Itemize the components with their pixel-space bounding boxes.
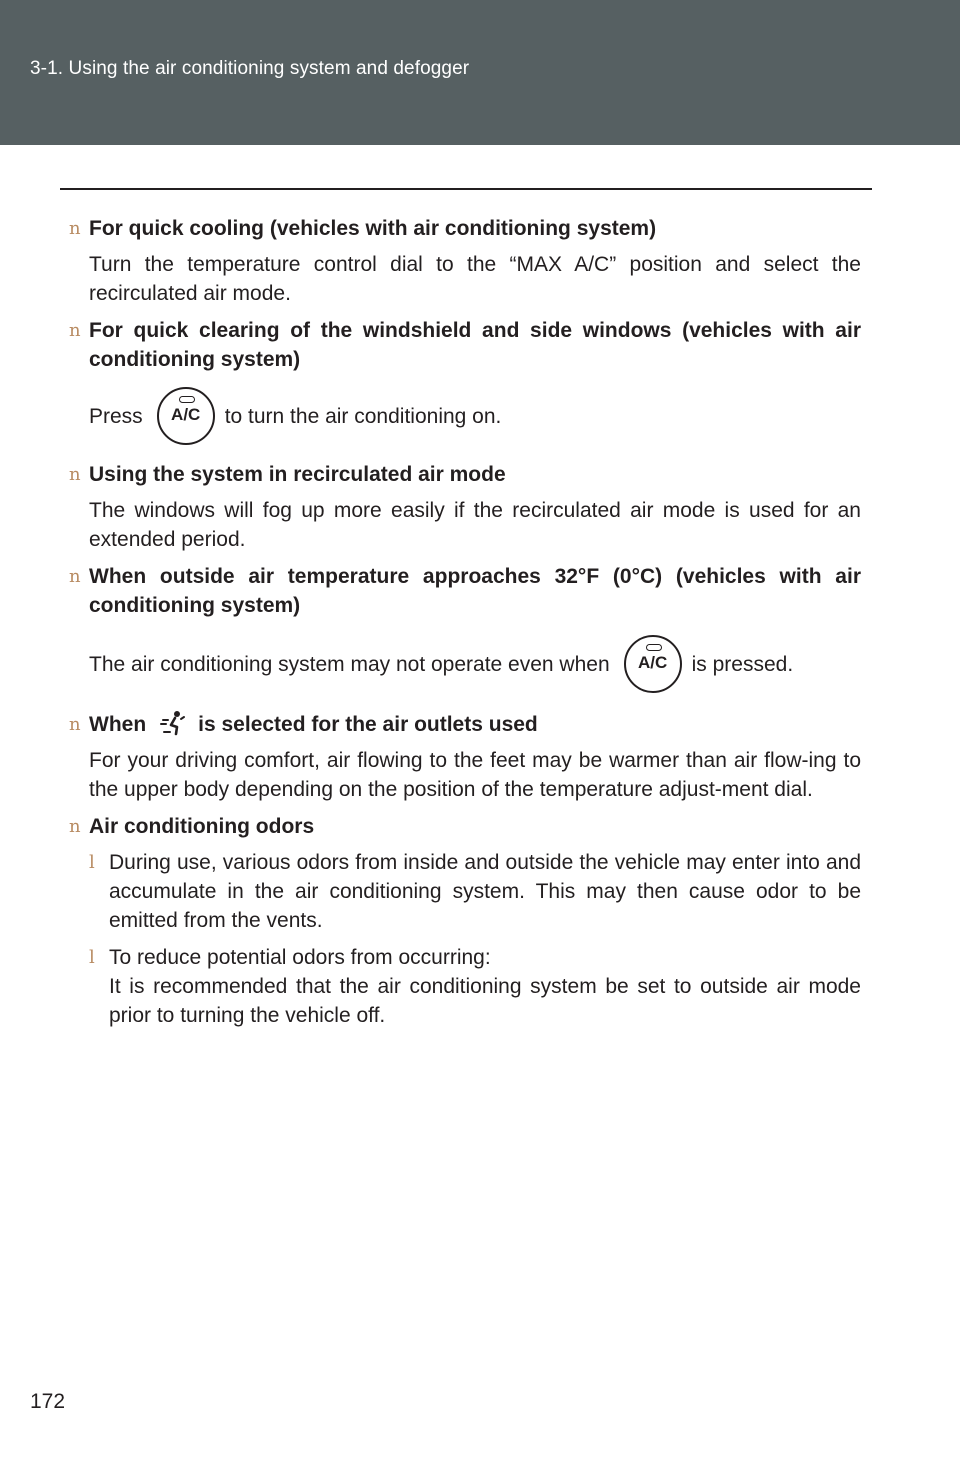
section-vent-mode bbox=[69, 710, 861, 804]
bullet-icon: l bbox=[89, 852, 95, 873]
list-item-text: To reduce potential odors from occurring: bbox=[109, 946, 491, 969]
indicator-pill bbox=[646, 644, 662, 651]
section-body bbox=[69, 380, 861, 452]
list-item-text-continued: It is recommended that the air conditioning system be set to outside air mode prior to turning the vehicle off. bbox=[109, 975, 861, 1027]
ac-button-label: A/C bbox=[171, 405, 201, 424]
bullet-list bbox=[69, 848, 861, 1030]
indicator-pill bbox=[179, 396, 195, 403]
list-item-text: During use, various odors from inside and outside the vehicle may enter into and accumulate in the air conditioning system. This may then cause odor to be emitted from the vents. bbox=[109, 851, 861, 932]
heading-text: For quick clearing of the windshield and side windows (vehicles with air conditioning system) bbox=[89, 319, 861, 371]
section-outside-temperature bbox=[69, 562, 861, 702]
section-heading bbox=[69, 214, 861, 243]
square-marker-icon: n bbox=[69, 218, 81, 239]
page-number: 172 bbox=[30, 1390, 66, 1413]
heading-text: Air conditioning odors bbox=[89, 815, 315, 838]
ac-button-icon bbox=[624, 635, 682, 693]
section-title: 3-1. Using the air conditioning system and defogger bbox=[30, 58, 470, 79]
heading-text: When outside air temperature approaches 32°F (0°C) (vehicles with air conditioning system) bbox=[89, 565, 861, 617]
ac-button-icon bbox=[157, 387, 215, 445]
square-marker-icon: n bbox=[69, 464, 81, 485]
list-item bbox=[89, 943, 861, 1030]
face-feet-vent-icon bbox=[160, 710, 186, 736]
body-text-before: The air conditioning system may not operate even when bbox=[89, 652, 610, 676]
section-heading bbox=[69, 562, 861, 620]
square-marker-icon: n bbox=[69, 566, 81, 587]
heading-text: For quick cooling (vehicles with air conditioning system) bbox=[89, 217, 657, 240]
section-quick-clearing bbox=[69, 316, 861, 452]
section-odors bbox=[69, 812, 861, 1030]
bullet-icon: l bbox=[89, 947, 95, 968]
section-body: For your driving comfort, air flowing to the feet may be warmer than air flow-ing to the upper body depending on the position of the temperature adjust-ment dial. bbox=[89, 749, 861, 801]
section-recirculated-mode bbox=[69, 460, 861, 554]
section-heading bbox=[69, 460, 861, 489]
heading-text-after: is selected for the air outlets used bbox=[198, 713, 538, 736]
heading-text-before: When bbox=[89, 713, 147, 736]
body-text-before: Press bbox=[89, 404, 143, 428]
square-marker-icon: n bbox=[69, 320, 81, 341]
section-body: Turn the temperature control dial to the “MAX A/C” position and select the recirculated air mode. bbox=[89, 253, 861, 305]
page-content bbox=[69, 214, 861, 1038]
section-heading bbox=[69, 710, 861, 739]
body-text-after: is pressed. bbox=[691, 652, 794, 676]
section-heading bbox=[69, 316, 861, 374]
section-body: The windows will fog up more easily if the recirculated air mode is used for an extended period. bbox=[89, 499, 861, 551]
list-item bbox=[89, 848, 861, 935]
section-quick-cooling bbox=[69, 214, 861, 308]
header-band bbox=[0, 0, 960, 145]
section-heading bbox=[69, 812, 861, 841]
divider-rule bbox=[60, 188, 872, 190]
square-marker-icon: n bbox=[69, 714, 81, 735]
ac-button-label: A/C bbox=[637, 653, 668, 672]
body-text-after: to turn the air conditioning on. bbox=[224, 404, 502, 428]
square-marker-icon: n bbox=[69, 816, 81, 837]
heading-text: Using the system in recirculated air mode bbox=[89, 463, 506, 486]
section-body bbox=[69, 626, 861, 702]
